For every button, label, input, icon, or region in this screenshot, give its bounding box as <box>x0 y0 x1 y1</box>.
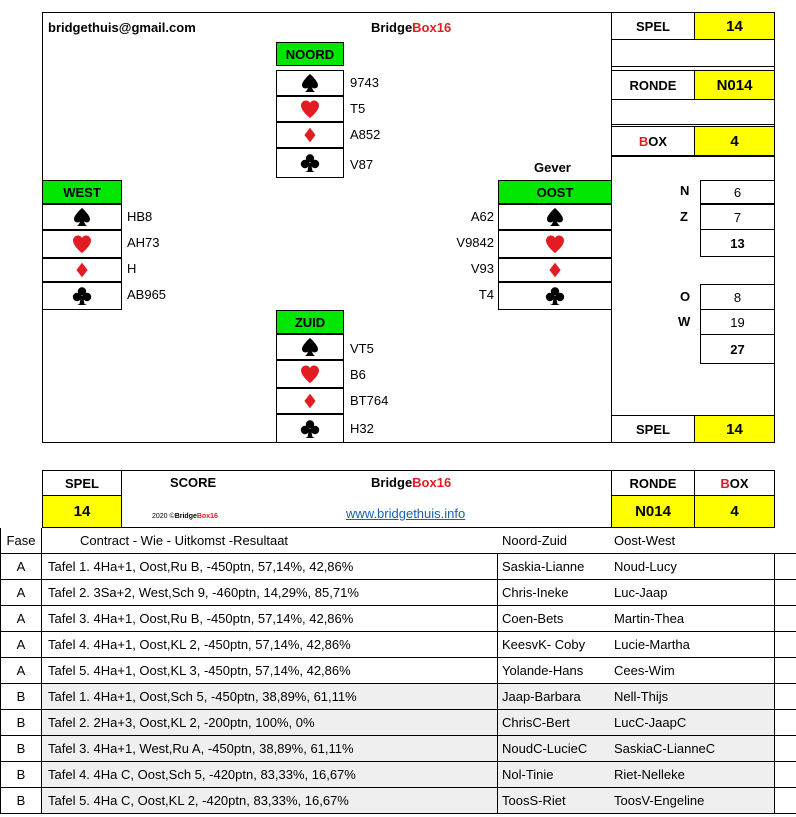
west-diamonds-holding: H <box>127 261 137 276</box>
diamond-icon <box>302 393 318 409</box>
cell-contract: Tafel 2. 3Sa+2, West,Sch 9, -460ptn, 14,29%, 85,71% <box>42 580 498 605</box>
copyright-brand-3: 16 <box>210 513 218 520</box>
spade-icon <box>300 73 320 93</box>
east-clubs-holding: T4 <box>478 287 494 302</box>
cell-noord-zuid: Saskia-Lianne <box>502 559 585 574</box>
north-clubs-holding: V87 <box>350 157 374 172</box>
cell-oost-west: LucC-JaapC <box>614 710 775 735</box>
west-spades-holding: HB8 <box>127 209 153 224</box>
cell-oost-west: Luc-Jaap <box>614 580 775 605</box>
cell-oost-west: Martin-Thea <box>614 606 775 631</box>
box-label-b: B <box>720 475 730 491</box>
copyright-note <box>152 513 218 520</box>
diamond-icon <box>302 127 318 143</box>
east-diamonds-holding: V93 <box>470 261 494 276</box>
score-ronde-value: N014 <box>611 495 695 528</box>
cell-noord-zuid: NoudC-LucieC <box>502 741 588 756</box>
south-spade-cell <box>276 334 344 360</box>
north-diamonds-holding: A852 <box>350 127 381 142</box>
dealer-label: Gever <box>534 160 571 175</box>
west-diamond-cell <box>42 258 122 282</box>
website-link[interactable]: www.bridgethuis.info <box>346 506 466 521</box>
score-spel-label: SPEL <box>42 470 122 496</box>
club-icon <box>545 286 565 306</box>
cell-noord-zuid: ChrisC-Bert <box>502 715 570 730</box>
hcp-z-label: Z <box>680 209 688 224</box>
cell-contract: Tafel 1. 4Ha+1, Oost,Sch 5, -450ptn, 38,89%, 61,11% <box>42 684 498 709</box>
cell-fase: A <box>0 554 42 579</box>
table-row <box>0 684 796 710</box>
north-hearts-holding: T5 <box>350 101 366 116</box>
score-spel-value: 14 <box>42 495 122 528</box>
table-row <box>0 606 796 632</box>
spel-value: 14 <box>694 12 775 40</box>
east-club-cell <box>498 282 612 310</box>
cell-contract: Tafel 5. 4Ha C, Oost,KL 2, -420ptn, 83,33%, 16,67% <box>42 788 498 813</box>
cell-contract: Tafel 4. 4Ha+1, Oost,KL 2, -450ptn, 57,14%, 42,86% <box>42 632 498 657</box>
table-row <box>0 736 796 762</box>
table-row <box>0 632 796 658</box>
table-row <box>0 580 796 606</box>
cell-contract: Tafel 5. 4Ha+1, Oost,KL 3, -450ptn, 57,14%, 42,86% <box>42 658 498 683</box>
brand-logo <box>371 20 451 35</box>
cell-noord-zuid: Yolande-Hans <box>502 663 584 678</box>
diamond-icon <box>74 262 90 278</box>
direction-south-label: ZUID <box>276 310 344 334</box>
table-row <box>0 762 796 788</box>
west-club-cell <box>42 282 122 310</box>
ronde-value: N014 <box>694 70 775 100</box>
north-club-cell <box>276 148 344 178</box>
south-spades-holding: VT5 <box>350 341 374 356</box>
cell-fase: B <box>0 762 42 787</box>
east-spades-holding: A62 <box>470 209 494 224</box>
cell-contract: Tafel 2. 2Ha+3, Oost,KL 2, -200ptn, 100%, 0% <box>42 710 498 735</box>
cell-fase: B <box>0 684 42 709</box>
heart-icon <box>300 364 320 384</box>
score-brand-logo <box>371 475 451 490</box>
cell-oost-west: Noud-Lucy <box>614 554 775 579</box>
club-icon <box>300 153 320 173</box>
heart-icon <box>545 234 565 254</box>
hcp-w-value: 19 <box>700 309 775 335</box>
spel-label: SPEL <box>611 12 695 40</box>
cell-fase: A <box>0 580 42 605</box>
cell-noord-zuid: Jaap-Barbara <box>502 689 581 704</box>
spade-icon <box>545 207 565 227</box>
diamond-icon <box>547 262 563 278</box>
cell-noord-zuid: Nol-Tinie <box>502 767 554 782</box>
direction-west-label: WEST <box>42 180 122 204</box>
cell-noord-zuid: ToosS-Riet <box>502 793 566 808</box>
copyright-brand-2: Box <box>196 513 211 520</box>
south-diamond-cell <box>276 388 344 414</box>
cell-contract: Tafel 3. 4Ha+1, Oost,Ru B, -450ptn, 57,14%, 42,86% <box>42 606 498 631</box>
cell-oost-west: Nell-Thijs <box>614 684 775 709</box>
hcp-o-label: O <box>680 289 691 304</box>
box-label <box>611 126 695 156</box>
north-diamond-cell <box>276 122 344 148</box>
score-title: SCORE <box>170 475 217 490</box>
copyright-prefix: 2020 © <box>152 513 175 520</box>
cell-fase: B <box>0 736 42 761</box>
east-diamond-cell <box>498 258 612 282</box>
cell-oost-west: ToosV-Engeline <box>614 788 775 813</box>
cell-noord-zuid: KeesvK- Coby <box>502 637 586 652</box>
south-clubs-holding: H32 <box>350 421 374 436</box>
cell-contract: Tafel 4. 4Ha C, Oost,Sch 5, -420ptn, 83,33%, 16,67% <box>42 762 498 787</box>
hcp-w-label: W <box>678 314 691 329</box>
north-spade-cell <box>276 70 344 96</box>
hcp-o-value: 8 <box>700 284 775 310</box>
score-ronde-label: RONDE <box>611 470 695 496</box>
table-row <box>0 554 796 580</box>
box-label-b: B <box>638 133 649 149</box>
south-club-cell <box>276 414 344 443</box>
box-value: 4 <box>694 126 775 156</box>
header-noord-zuid: Noord-Zuid <box>502 533 568 548</box>
west-heart-cell <box>42 230 122 258</box>
direction-east-label: OOST <box>498 180 612 204</box>
cell-oost-west: Riet-Nelleke <box>614 762 775 787</box>
cell-oost-west: Lucie-Martha <box>614 632 775 657</box>
hcp-nz-total: 13 <box>700 229 775 257</box>
table-row <box>0 710 796 736</box>
club-icon <box>72 286 92 306</box>
direction-north-label: NOORD <box>276 42 344 66</box>
spade-icon <box>72 207 92 227</box>
south-heart-cell <box>276 360 344 388</box>
box-label-rest: OX <box>729 475 749 491</box>
spel-bottom-label: SPEL <box>611 415 695 443</box>
ronde-label: RONDE <box>611 70 695 100</box>
south-hearts-holding: B6 <box>350 367 366 382</box>
cell-contract: Tafel 1. 4Ha+1, Oost,Ru B, -450ptn, 57,14%, 42,86% <box>42 554 498 579</box>
west-spade-cell <box>42 204 122 230</box>
brand-part-16: 16 <box>436 20 452 35</box>
side-divider <box>611 66 775 67</box>
cell-fase: B <box>0 788 42 813</box>
cell-fase: A <box>0 606 42 631</box>
brand-part-bridge: Bridge <box>371 20 413 35</box>
table-row <box>0 658 796 684</box>
results-header-row <box>0 528 796 554</box>
copyright-brand-1: Bridge <box>174 513 197 520</box>
cell-fase: A <box>0 658 42 683</box>
brand-part-box: Box <box>412 20 437 35</box>
east-heart-cell <box>498 230 612 258</box>
side-divider <box>611 156 775 157</box>
west-hearts-holding: AH73 <box>127 235 160 250</box>
north-heart-cell <box>276 96 344 122</box>
score-box-value: 4 <box>694 495 775 528</box>
brand-part-16: 16 <box>436 475 452 490</box>
spel-bottom-value: 14 <box>694 415 775 443</box>
west-clubs-holding: AB965 <box>127 287 167 302</box>
header-oost-west: Oost-West <box>614 533 676 548</box>
cell-fase: B <box>0 710 42 735</box>
heart-icon <box>72 234 92 254</box>
header-contract: Contract - Wie - Uitkomst -Resultaat <box>80 533 289 548</box>
cell-noord-zuid: Coen-Bets <box>502 611 564 626</box>
brand-part-bridge: Bridge <box>371 475 413 490</box>
heart-icon <box>300 99 320 119</box>
cell-fase: A <box>0 632 42 657</box>
cell-noord-zuid: Chris-Ineke <box>502 585 569 600</box>
results-table <box>0 528 796 814</box>
north-spades-holding: 9743 <box>350 75 379 90</box>
cell-oost-west: SaskiaC-LianneC <box>614 736 775 761</box>
hcp-n-label: N <box>680 183 690 198</box>
table-row <box>0 788 796 814</box>
hcp-ow-total: 27 <box>700 334 775 364</box>
header-fase: Fase <box>0 528 42 553</box>
club-icon <box>300 419 320 439</box>
east-spade-cell <box>498 204 612 230</box>
east-hearts-holding: V9842 <box>456 235 494 250</box>
box-label-rest: OX <box>648 133 668 149</box>
score-box-label <box>694 470 775 496</box>
cell-contract: Tafel 3. 4Ha+1, West,Ru A, -450ptn, 38,89%, 61,11% <box>42 736 498 761</box>
south-diamonds-holding: BT764 <box>350 393 389 408</box>
spade-icon <box>300 337 320 357</box>
results-rows <box>0 554 796 814</box>
brand-part-box: Box <box>412 475 437 490</box>
cell-oost-west: Cees-Wim <box>614 658 775 683</box>
email-address: bridgethuis@gmail.com <box>48 20 196 35</box>
hcp-n-value: 6 <box>700 180 775 204</box>
side-divider <box>611 124 775 125</box>
hcp-z-value: 7 <box>700 204 775 230</box>
